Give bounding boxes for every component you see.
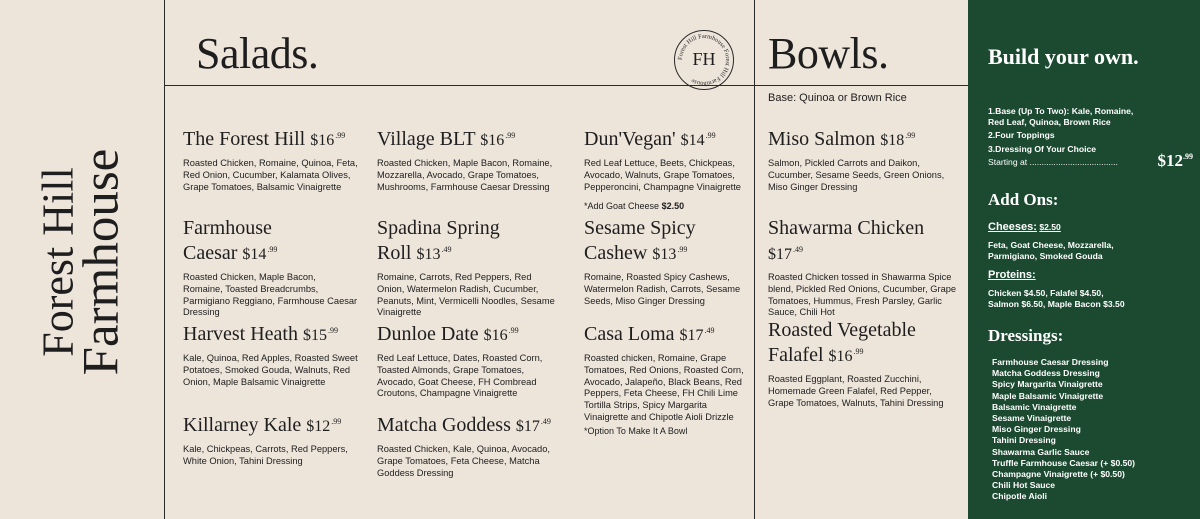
proteins-label: Proteins: [988,269,1036,281]
build-your-own-panel [968,0,1200,519]
dressing-item: Maple Balsamic Vinaigrette [992,390,1104,401]
item-price: $\$13^{.99}$ [652,245,688,263]
cheeses [988,222,1114,263]
cheeses-list: Feta, Goat Cheese, Mozzarella, [988,240,1114,251]
item-name-line2: Roll [377,242,412,264]
logo-ring-text: Forest Hill Farmhouse Forest Hill Farmhouse [676,32,732,88]
divider-bowls [754,0,755,519]
item-desc: Red Leaf Lettuce, Dates, Roasted Corn, Toasted Almonds, Grape Tomatoes, Avocado, Goat Cheese, FH Combread Croutons, Champagne Vinaigrette [377,353,543,399]
menu-item [768,218,960,319]
dressing-item: Champagne Vinaigrette (+ $0.50) [992,469,1125,480]
dressings-list [992,357,1135,503]
item-name: Spadina Spring [377,217,500,239]
dressing-item: Miso Ginger Dressing [992,424,1081,435]
menu-item [584,125,746,193]
addons-title: Add Ons: [988,190,1059,209]
item-price: $\$16^{.99}$ [483,326,519,344]
item-price: $\$14^{.99}$ [680,131,716,149]
item-name: The Forest Hill [183,128,306,150]
fh-logo [674,30,734,90]
item-name: Sesame Spicy [584,217,696,239]
item-desc: Salmon, Pickled Carrots and Daikon, Cucumber, Sesame Seeds, Green Onions, Miso Ginger Dressing [768,158,945,192]
dressing-item: Tahini Dressing [992,435,1056,446]
dressing-item: Shawarma Garlic Sauce [992,446,1090,457]
bowls-title: Bowls. [768,29,889,78]
dressing-item: Sesame Vinaigrette [992,413,1072,424]
item-price: $\$16^{.99}$ [480,131,516,149]
menu-item [768,320,956,409]
item-desc: Roasted Chicken, Maple Bacon, Romaine, Mozzarella, Avocado, Grape Tomatoes, Mushrooms, Farmhouse Caesar Dressing [377,158,553,192]
menu-item [183,320,358,388]
build-step: Red Leaf, Quinoa, Brown Rice [988,117,1111,128]
item-name: Harvest Heath [183,323,298,345]
cheeses-list: Parmigiano, Smoked Gouda [988,251,1103,262]
item-desc: Kale, Quinoa, Red Apples, Roasted Sweet Potatoes, Smoked Gouda, Walnuts, Red Onion, Maple Balsamic Vinaigrette [183,353,358,387]
item-price: $\$14^{.99}$ [242,245,278,263]
item-price: $\$17^{.49}$ [679,326,715,344]
logo-monogram: FH [692,49,716,69]
item-name: Dun'Vegan' [584,128,676,150]
item-desc: Kale, Chickpeas, Carrots, Red Peppers, White Onion, Tahini Dressing [183,444,348,466]
menu-item [377,320,557,400]
bowls-base: Base: Quinoa or Brown Rice [768,92,907,104]
menu-item [377,218,557,319]
menu-item [377,411,557,479]
item-desc: Roasted Eggplant, Roasted Zucchini, Homemade Green Falafel, Red Pepper, Grape Tomatoes, Walnuts, Tahini Dressing [768,374,944,408]
brand-line1: Forest Hill [33,167,83,357]
goat-cheese-note: *Add Goat Cheese $2.50 [584,201,685,211]
item-name: Killarney Kale [183,414,302,436]
menu-item [183,411,358,468]
salads-title: Salads. [196,29,319,78]
item-name: Casa Loma [584,323,675,345]
menu-item [584,320,746,424]
dressing-item: Balsamic Vinaigrette [992,401,1077,412]
menu-item [768,125,956,193]
item-name-line2: Cashew [584,242,648,264]
brand-vertical [12,112,152,412]
item-name: Shawarma Chicken [768,217,925,239]
brand-line2: Farmhouse [73,148,130,376]
starting-label: Starting at ..................................... [988,157,1118,167]
item-price: $\$18^{.99}$ [880,131,916,149]
starting-at [988,151,1193,170]
item-price: $\$16^{.99}$ [310,131,346,149]
item-price: $\$13^{.49}$ [416,245,452,263]
menu-item [183,218,358,319]
item-name: Matcha Goddess [377,414,511,436]
menu-item [377,125,557,193]
cheeses-price: $2.50 [1039,222,1061,232]
menu-item [584,218,746,307]
item-desc: Romaine, Roasted Spicy Cashews, Watermelon Radish, Carrots, Sesame Seeds, Miso Ginger Dressing [584,272,741,306]
dressing-item: Chipotle Aioli [992,491,1048,502]
build-title: Build your own. [988,44,1139,69]
dressing-item: Matcha Goddess Dressing [992,368,1100,379]
dressing-item: Chili Hot Sauce [992,480,1056,491]
item-name: Dunloe Date [377,323,479,345]
dressing-item: Farmhouse Caesar Dressing [992,357,1109,367]
divider-left [164,0,165,519]
item-price: $\$15^{.99}$ [302,326,338,344]
item-price: $\$17^{.49}$ [515,417,551,435]
item-desc: Roasted chicken, Romaine, Grape Tomatoes, Red Onions, Roasted Corn, Avocado, Jalapeño, Black Beans, Red Peppers, Feta Cheese, FH Chili Lime Tortilla Strips, Spicy Margarita Vinaigrette and Chipotle Aioli Drizzle [584,353,744,422]
item-price: $\$12^{.99}$ [306,417,342,435]
item-desc: Red Leaf Lettuce, Beets, Chickpeas, Avocado, Walnuts, Grape Tomatoes, Pepperoncini, Champagne Vinaigrette [584,158,741,192]
item-desc: Roasted Chicken, Romaine, Quinoa, Feta, Red Onion, Cucumber, Kalamata Olives, Grape Tomatoes, Balsamic Vinaigrette [183,158,358,192]
build-step: 2.Four Toppings [988,130,1055,141]
proteins-list: Chicken $4.50, Falafel $4.50, [988,288,1104,299]
cheeses-header [988,222,1114,233]
item-name-line2: Caesar [183,242,238,264]
item-name: Miso Salmon [768,128,876,150]
build-step: 3.Dressing Of Your Choice [988,143,1097,154]
build-steps [988,106,1133,155]
starting-price: $\$12^{.99}$ [1157,151,1193,170]
dressing-item: Truffle Farmhouse Caesar (+ $0.50) [992,457,1136,468]
item-name: Roasted Vegetable [768,319,916,341]
item-name-line2: Falafel [768,344,824,366]
cheeses-label: Cheeses: [988,221,1037,233]
item-desc: Roasted Chicken tossed in Shawarma Spice blend, Pickled Red Onions, Cucumber, Grape Tomatoes, Hummus, Fresh Parsley, Garlic Sauce, Chili Hot [768,272,957,318]
item-name: Village BLT [377,128,476,150]
item-price: $\$16^{.99}$ [828,347,864,365]
item-name: Farmhouse [183,217,272,239]
item-desc: Romaine, Carrots, Red Peppers, Red Onion, Watermelon Radish, Cucumber, Peanuts, Mint, Vermicelli Noodles, Sesame Vinaigrette [377,272,555,318]
proteins-list: Salmon $6.50, Maple Bacon $3.50 [988,299,1125,310]
proteins [988,270,1125,311]
dressing-item: Spicy Margarita Vinaigrette [992,379,1103,390]
build-step: 1.Base (Up To Two): Kale, Romaine, [988,106,1134,116]
bowl-option-note: *Option To Make It A Bowl [584,426,688,436]
item-price: $\$17^{.49}$ [768,245,803,263]
item-desc: Roasted Chicken, Kale, Quinoa, Avocado, Grape Tomatoes, Feta Cheese, Matcha Goddess Dressing [377,444,550,478]
divider-header [164,85,968,86]
menu-item [183,125,358,193]
dressings-title: Dressings: [988,326,1064,345]
item-desc: Roasted Chicken, Maple Bacon, Romaine, Toasted Breadcrumbs, Parmigiano Reggiano, Farmhouse Caesar Dressing [183,272,358,318]
